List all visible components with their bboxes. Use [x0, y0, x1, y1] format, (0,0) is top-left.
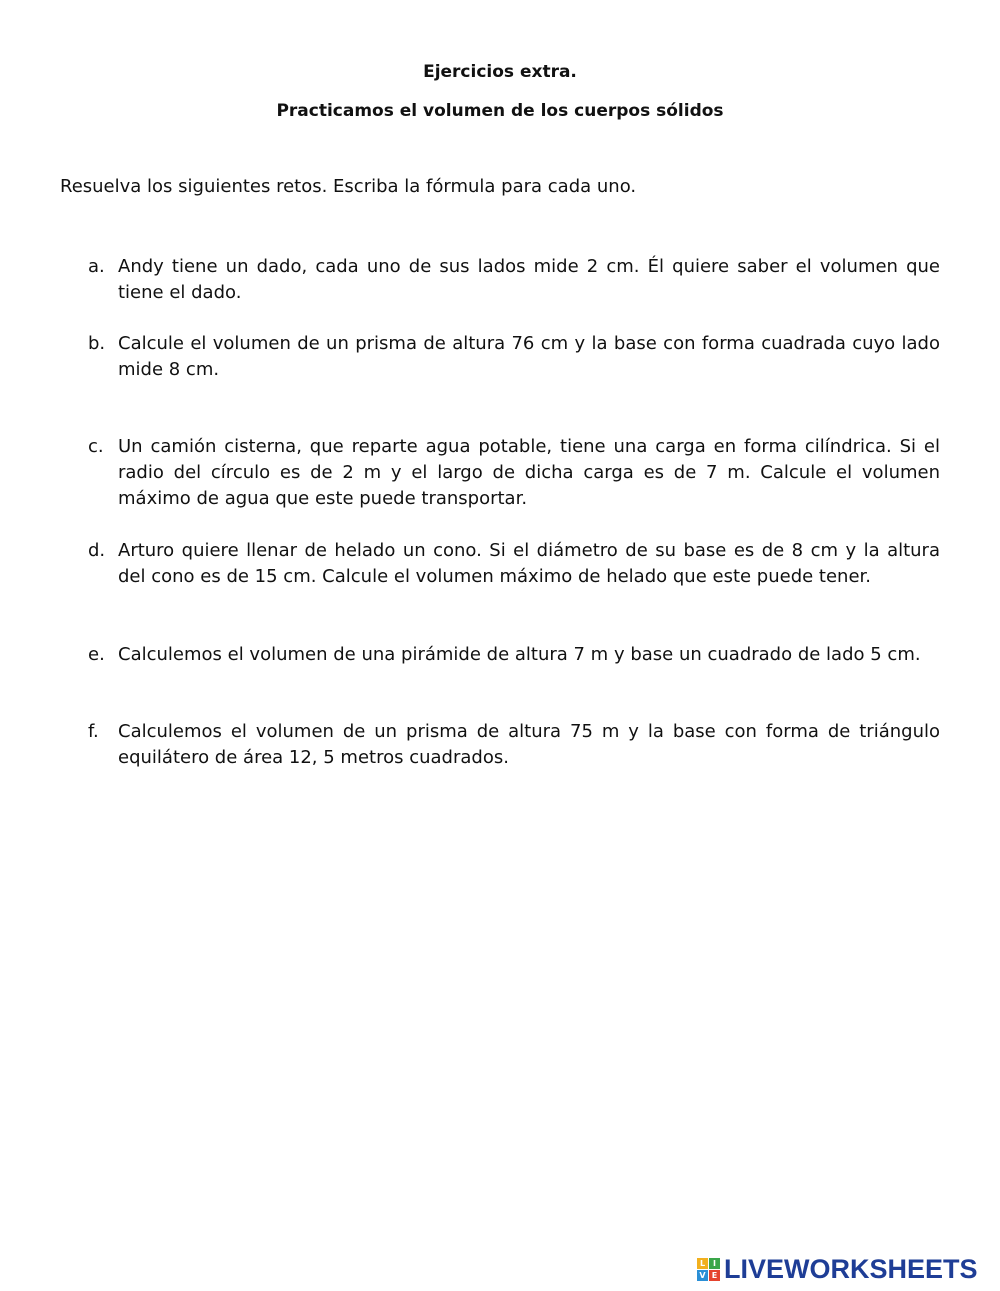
instructions-text: Resuelva los siguientes retos. Escriba la fórmula para cada uno. — [60, 176, 637, 197]
exercise-text: Calcule el volumen de un prisma de altura 76 cm y la base con forma cuadrada cuyo lado mide 8 cm. — [118, 333, 940, 380]
exercise-item — [88, 538, 940, 590]
logo-block: V — [697, 1270, 708, 1281]
exercise-letter: a. — [88, 256, 105, 277]
logo-blocks-icon — [697, 1258, 720, 1281]
exercise-item — [88, 642, 940, 668]
liveworksheets-logo — [697, 1252, 978, 1286]
exercise-letter: c. — [88, 436, 104, 457]
logo-block: I — [709, 1258, 720, 1269]
page-subtitle: Practicamos el volumen de los cuerpos sólidos — [276, 101, 724, 121]
exercise-item — [88, 719, 940, 771]
exercise-text: Un camión cisterna, que reparte agua potable, tiene una carga en forma cilíndrica. Si el radio del círculo es de 2 m y el largo de dicha carga es de 7 m. Calcule el volumen máximo de agua que este puede transportar. — [118, 436, 940, 509]
exercise-letter: d. — [88, 540, 106, 561]
exercise-text: Calculemos el volumen de un prisma de altura 75 m y la base con forma de triángulo equilátero de área 12, 5 metros cuadrados. — [118, 721, 940, 768]
logo-text: LIVEWORKSHEETS — [724, 1253, 978, 1284]
exercise-letter: f. — [88, 721, 99, 742]
exercise-item — [88, 254, 940, 306]
exercise-text: Calculemos el volumen de una pirámide de altura 7 m y base un cuadrado de lado 5 cm. — [118, 644, 921, 665]
exercise-item — [88, 434, 940, 512]
exercise-letter: e. — [88, 644, 105, 665]
exercise-item — [88, 331, 940, 383]
exercise-letter: b. — [88, 333, 106, 354]
logo-block: E — [709, 1270, 720, 1281]
logo-block: L — [697, 1258, 708, 1269]
page-title: Ejercicios extra. — [423, 62, 577, 82]
exercise-text: Arturo quiere llenar de helado un cono. Si el diámetro de su base es de 8 cm y la altura del cono es de 15 cm. Calcule el volumen máximo de helado que este puede tener. — [118, 540, 940, 587]
exercise-text: Andy tiene un dado, cada uno de sus lados mide 2 cm. Él quiere saber el volumen que tiene el dado. — [118, 256, 940, 303]
